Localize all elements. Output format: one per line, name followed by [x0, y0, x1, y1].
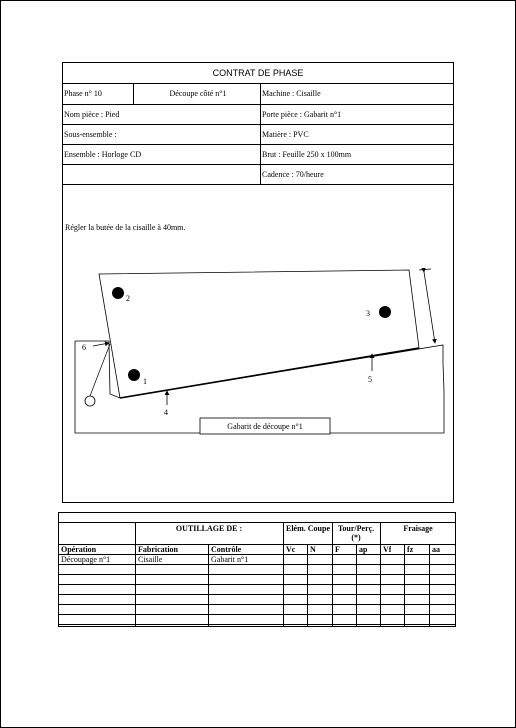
col-divider — [135, 523, 136, 626]
label-5: 5 — [368, 375, 372, 384]
label-6: 6 — [82, 343, 86, 352]
phase-number: Phase n° 10 — [64, 89, 102, 98]
col-controle: Contrôle — [211, 545, 242, 554]
label-1: 1 — [143, 377, 147, 386]
table-row — [59, 615, 455, 625]
group-fraisage: Fraisage — [403, 524, 433, 533]
col-divider — [429, 545, 430, 626]
pivot-circle — [85, 396, 95, 406]
col-operation: Opération — [61, 545, 97, 554]
col-ap: ap — [359, 545, 368, 554]
table-column-header — [59, 545, 455, 555]
table-spacer-row — [59, 513, 455, 523]
dimension-arrow — [424, 272, 435, 343]
col-divider — [208, 545, 209, 626]
group-tour-perc: Tour/Perç. (*) — [337, 524, 375, 542]
raw-material: Brut : Feuille 250 x 100mm — [262, 150, 352, 159]
cutting-edge — [120, 348, 419, 398]
group-elem-coupe: Elém. Coupe — [286, 524, 330, 533]
instruction-text: Régler la butée de la cisaille à 40mm. — [65, 223, 186, 232]
subassembly: Sous-ensemble : — [64, 130, 117, 139]
col-divider — [380, 523, 381, 626]
dimension-tick — [419, 269, 431, 270]
material: Matière : PVC — [262, 130, 309, 139]
phase-contract — [62, 62, 454, 503]
assembly: Ensemble : Horloge CD — [64, 150, 142, 159]
col-divider — [332, 523, 333, 626]
tooling-table — [58, 512, 456, 627]
col-aa: aa — [432, 545, 440, 554]
cell-operation: Découpage n°1 — [61, 555, 111, 564]
production-rate: Cadence : 70/heure — [262, 170, 324, 179]
label-2: 2 — [126, 294, 130, 303]
label-3: 3 — [366, 309, 370, 318]
table-row — [59, 605, 455, 615]
gabarit-label: Gabarit de découpe n°1 — [227, 422, 303, 431]
cutting-drawing — [63, 63, 453, 502]
locating-point-1 — [128, 369, 140, 381]
col-fz: fz — [407, 545, 414, 554]
table-row — [59, 555, 455, 565]
col-vc: Vc — [286, 545, 296, 554]
piece-name: Nom pièce : Pied — [64, 110, 120, 119]
table-group-header — [59, 523, 455, 545]
table-row — [59, 575, 455, 585]
col-fabrication: Fabrication — [138, 545, 178, 554]
table-row — [59, 565, 455, 575]
group-outillage: OUTILLAGE DE : — [175, 524, 243, 533]
cell-fabrication: Cisaille — [138, 555, 163, 564]
table-row — [59, 595, 455, 605]
table-row — [59, 585, 455, 595]
label-4: 4 — [164, 408, 168, 417]
col-divider — [404, 545, 405, 626]
col-n: N — [310, 545, 316, 554]
col-divider — [356, 545, 357, 626]
arrow-6 — [93, 343, 109, 346]
operation-name: Découpe côté n°1 — [169, 89, 227, 98]
machine: Machine : Cisaille — [262, 89, 321, 98]
locating-point-3 — [379, 306, 391, 318]
col-divider — [307, 545, 308, 626]
contract-title: CONTRAT DE PHASE — [63, 63, 453, 84]
col-vf: Vf — [383, 545, 392, 554]
pivot-line — [90, 344, 110, 396]
cell-controle: Gabarit n°1 — [211, 555, 249, 564]
col-divider — [283, 523, 284, 626]
locating-point-2 — [112, 287, 124, 299]
col-f: F — [335, 545, 340, 554]
piece-holder: Porte pièce : Gabarit n°1 — [262, 110, 342, 119]
